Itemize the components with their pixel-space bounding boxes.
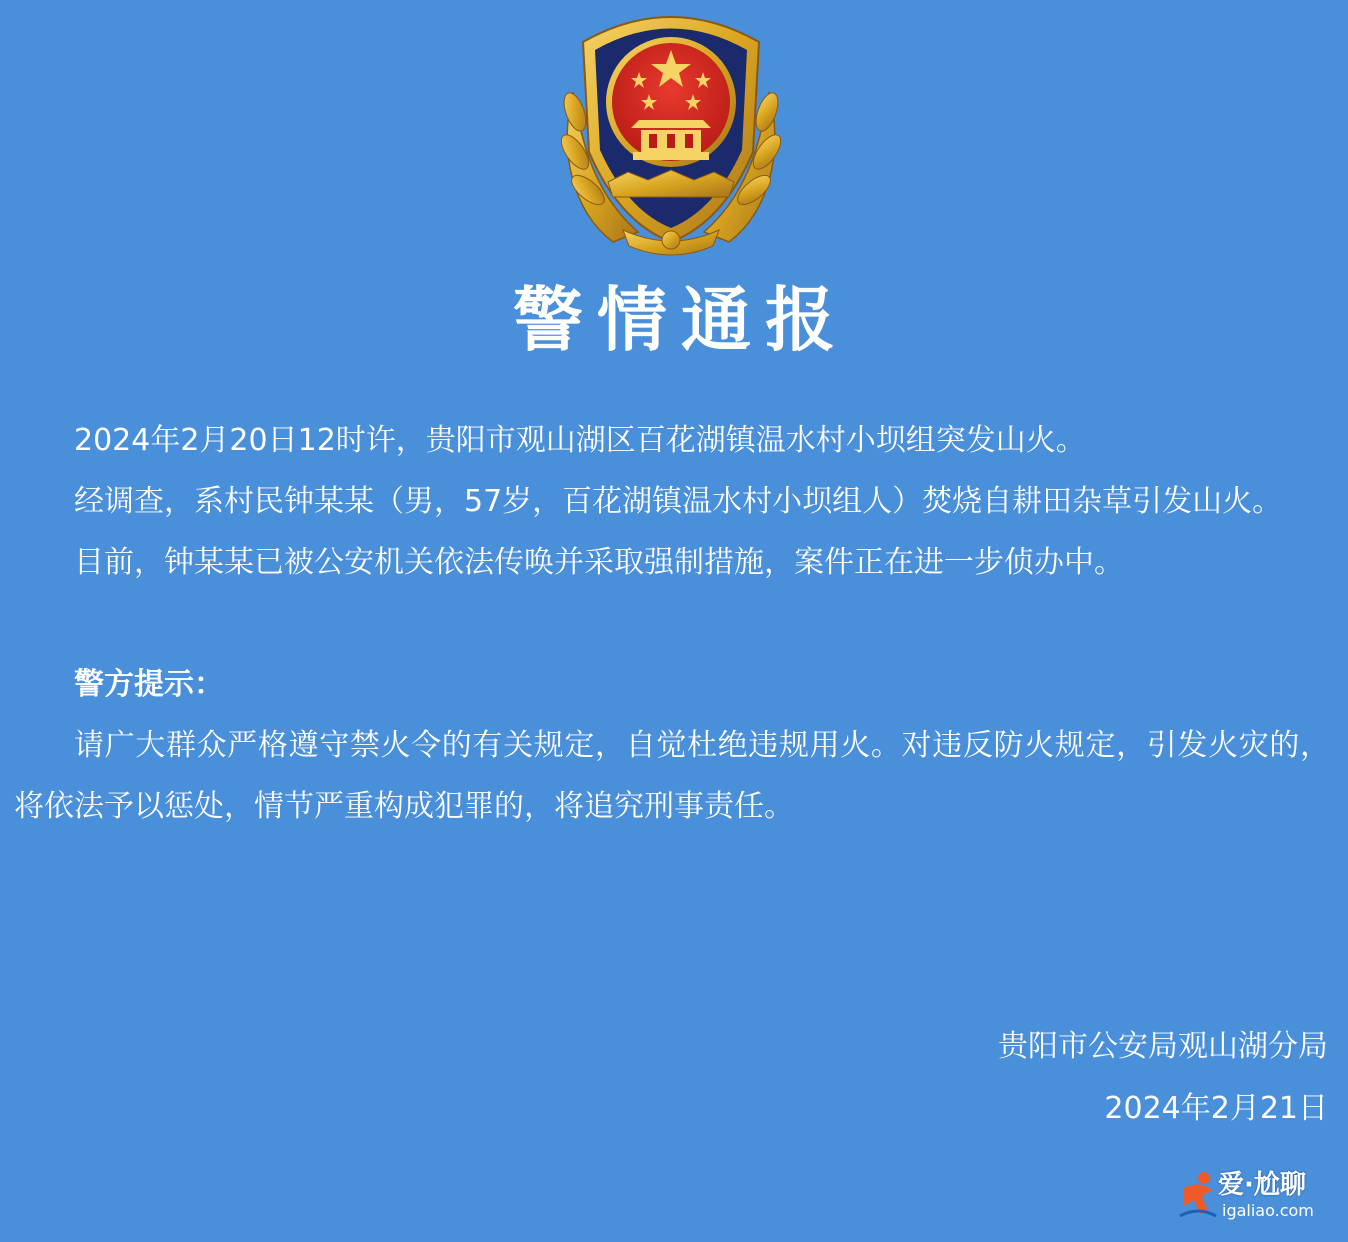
watermark — [1178, 1168, 1338, 1228]
runner-logo-icon — [1178, 1170, 1218, 1220]
watermark-text: 爱·尬聊 — [1218, 1170, 1306, 1200]
issue-date: 2024年2月21日 — [1104, 1091, 1328, 1126]
paragraph-incident: 2024年2月20日12时许，贵阳市观山湖区百花湖镇温水村小坝组突发山火。 — [74, 423, 1086, 458]
page-title: 警情通报 — [513, 279, 849, 361]
police-emblem-icon — [553, 2, 789, 258]
paragraph-investigation: 经调查，系村民钟某某（男，57岁，百花湖镇温水村小坝组人）焚烧自耕田杂草引发山火。 — [74, 484, 1283, 519]
paragraph-status: 目前，钟某某已被公安机关依法传唤并采取强制措施，案件正在进一步侦办中。 — [74, 545, 1124, 580]
notice-body — [14, 410, 1330, 837]
signature-block — [998, 1016, 1328, 1140]
notice-heading: 警方提示： — [74, 667, 224, 702]
notice-text: 请广大群众严格遵守禁火令的有关规定，自觉杜绝违规用火。对违反防火规定，引发火灾的，将依法予以惩处，情节严重构成犯罪的，将追究刑事责任。 — [14, 728, 1330, 824]
issuer-name: 贵阳市公安局观山湖分局 — [998, 1029, 1328, 1064]
watermark-url: igaliao.com — [1222, 1201, 1314, 1220]
paragraph-spacer — [14, 593, 1330, 654]
